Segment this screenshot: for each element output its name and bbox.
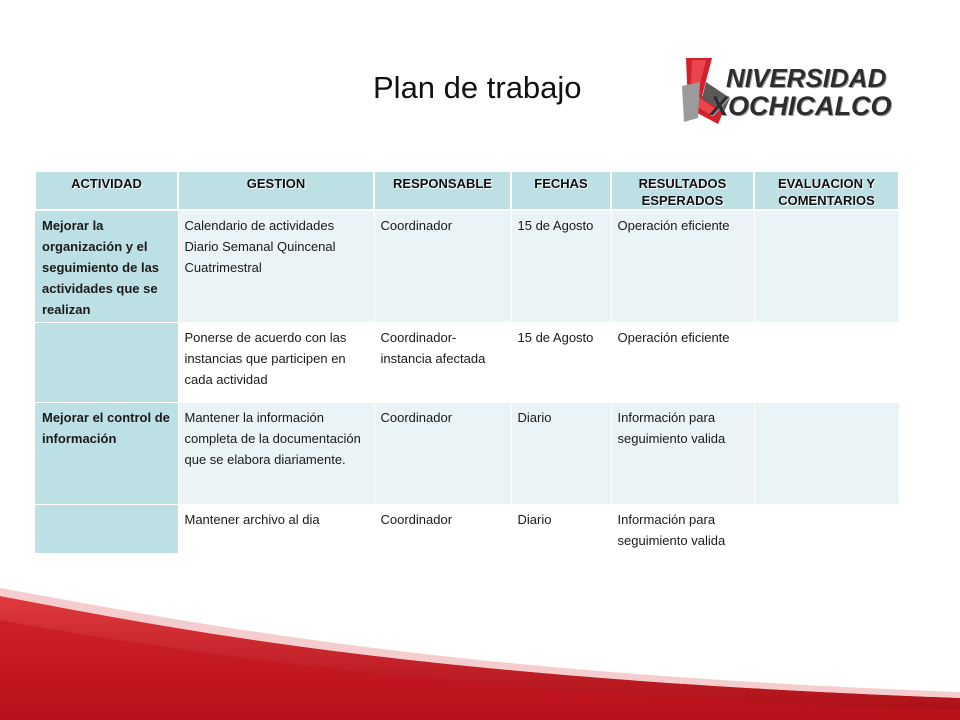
cell-evaluacion (754, 403, 899, 505)
cell-fechas: Diario (511, 505, 611, 554)
cell-gestion: Calendario de actividades Diario Semanal Quincenal Cuatrimestral (178, 210, 374, 323)
column-header-evaluacion: EVALUACION Y COMENTARIOS (754, 171, 899, 210)
table-row (35, 505, 899, 554)
cell-gestion: Mantener archivo al dia (178, 505, 374, 554)
cell-actividad (35, 505, 178, 554)
cell-actividad (35, 323, 178, 403)
cell-resultados: Información para seguimiento valida (611, 505, 754, 554)
cell-fechas: 15 de Agosto (511, 210, 611, 323)
column-header-responsable: RESPONSABLE (374, 171, 511, 210)
cell-evaluacion (754, 323, 899, 403)
column-header-actividad: ACTIVIDAD (35, 171, 178, 210)
cell-resultados: Información para seguimiento valida (611, 403, 754, 505)
cell-actividad: Mejorar la organización y el seguimiento de las actividades que se realizan (35, 210, 178, 323)
university-logo (672, 52, 894, 128)
work-plan-table (34, 170, 900, 554)
table-row (35, 210, 899, 323)
cell-fechas: 15 de Agosto (511, 323, 611, 403)
slide-title: Plan de trabajo (373, 70, 582, 105)
logo-text-line2: XOCHICALCO (710, 91, 892, 121)
cell-actividad: Mejorar el control de información (35, 403, 178, 505)
table-row (35, 323, 899, 403)
column-header-gestion: GESTION (178, 171, 374, 210)
cell-resultados: Operación eficiente (611, 210, 754, 323)
cell-responsable: Coordinador- instancia afectada (374, 323, 511, 403)
cell-gestion: Mantener la información completa de la documentación que se elabora diariamente. (178, 403, 374, 505)
column-header-resultados: RESULTADOS ESPERADOS (611, 171, 754, 210)
cell-fechas: Diario (511, 403, 611, 505)
cell-responsable: Coordinador (374, 210, 511, 323)
cell-responsable: Coordinador (374, 403, 511, 505)
cell-evaluacion (754, 210, 899, 323)
decorative-swoosh (0, 560, 960, 720)
cell-resultados: Operación eficiente (611, 323, 754, 403)
table-header-row (35, 171, 899, 210)
logo-text-line1: NIVERSIDAD (726, 63, 887, 93)
cell-evaluacion (754, 505, 899, 554)
column-header-fechas: FECHAS (511, 171, 611, 210)
cell-responsable: Coordinador (374, 505, 511, 554)
table-row (35, 403, 899, 505)
cell-gestion: Ponerse de acuerdo con las instancias que participen en cada actividad (178, 323, 374, 403)
